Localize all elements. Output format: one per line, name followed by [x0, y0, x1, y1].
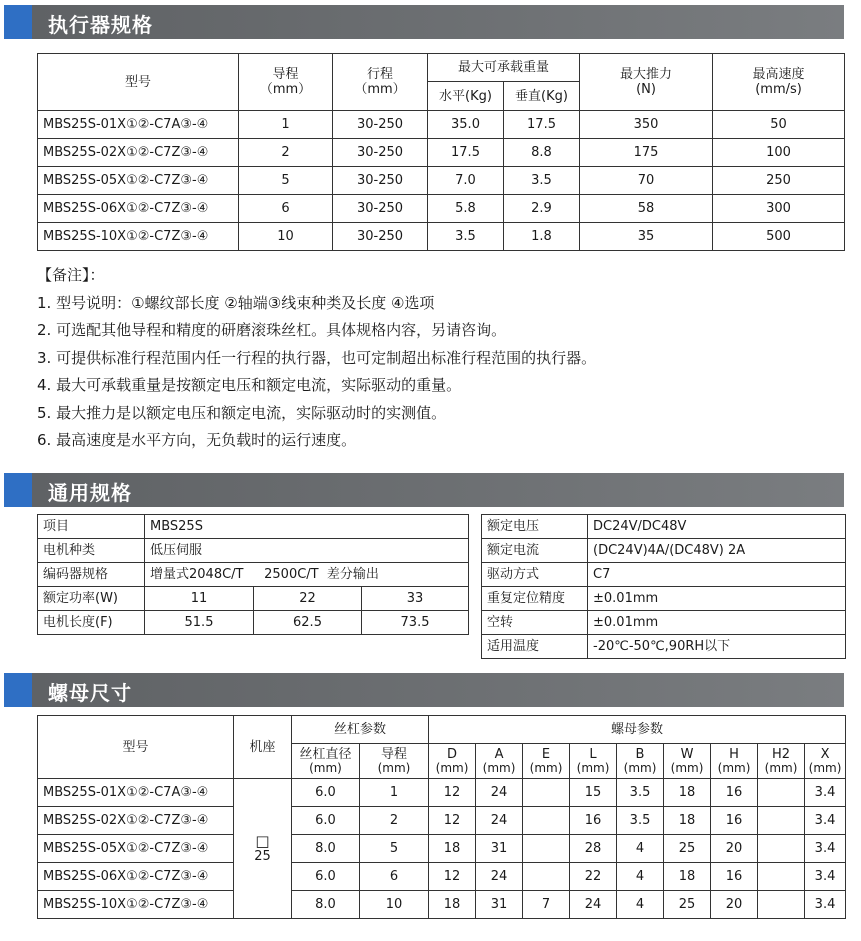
- cell-stroke: 30-250: [333, 111, 428, 139]
- cell-speed: 50: [713, 111, 845, 139]
- cell-label: 额定功率(W): [38, 587, 145, 611]
- cell-value: 低压伺服: [145, 539, 469, 563]
- table-row: [482, 539, 846, 563]
- table-row: [38, 223, 845, 251]
- header-vertical: 垂直(Kg): [504, 82, 580, 111]
- section-accent: [4, 673, 32, 707]
- table-row: [482, 611, 846, 635]
- cell-x: 3.4: [805, 863, 846, 891]
- note-item: 5. 最大推力是以额定电压和额定电流，实际驱动时的实测值。: [37, 403, 447, 422]
- header-speed: 最高速度 (mm/s): [713, 54, 845, 111]
- note-item: 1. 型号说明：①螺纹部长度 ②轴端③线束种类及长度 ④选项: [37, 293, 435, 312]
- cell-diameter: 6.0: [292, 807, 360, 835]
- cell-stroke: 30-250: [333, 139, 428, 167]
- cell-h2: [758, 891, 805, 919]
- cell-horizontal: 7.0: [428, 167, 504, 195]
- note-item: 3. 可提供标准行程范围内任一行程的执行器，也可定制超出标准行程范围的执行器。: [37, 348, 597, 367]
- header-col-b: B (mm): [617, 744, 664, 779]
- table-row: [38, 563, 469, 587]
- cell-label: 电机长度(F): [38, 611, 145, 635]
- cell-label: 适用温度: [482, 635, 588, 659]
- cell-a: 31: [476, 835, 523, 863]
- cell-lead: 2: [239, 139, 333, 167]
- cell-e: [523, 807, 570, 835]
- cell-value: MBS25S: [145, 515, 469, 539]
- header-nut-params: 螺母参数: [429, 716, 846, 744]
- cell-a: 24: [476, 807, 523, 835]
- header-model: 型号: [38, 716, 234, 779]
- table-row: [482, 635, 846, 659]
- cell-speed: 300: [713, 195, 845, 223]
- cell-x: 3.4: [805, 807, 846, 835]
- cell-value: (DC24V)4A/(DC48V) 2A: [588, 539, 846, 563]
- table-row: [38, 891, 846, 919]
- cell-a: 24: [476, 779, 523, 807]
- cell-vertical: 2.9: [504, 195, 580, 223]
- cell-thrust: 35: [580, 223, 713, 251]
- cell-speed: 500: [713, 223, 845, 251]
- header-model: 型号: [38, 54, 239, 111]
- cell-b: 3.5: [617, 807, 664, 835]
- cell-stroke: 30-250: [333, 195, 428, 223]
- section-accent: [4, 473, 32, 507]
- cell-w: 18: [664, 863, 711, 891]
- note-item: 4. 最大可承载重量是按额定电压和额定电流，实际驱动的重量。: [37, 376, 462, 394]
- cell-a: 24: [476, 863, 523, 891]
- section-accent: [4, 5, 32, 39]
- cell-h2: [758, 779, 805, 807]
- section-title-nut: 螺母尺寸: [48, 681, 132, 705]
- cell-vertical: 8.8: [504, 139, 580, 167]
- cell-label: 驱动方式: [482, 563, 588, 587]
- cell-x: 3.4: [805, 891, 846, 919]
- cell-b: 4: [617, 835, 664, 863]
- note-item: 6. 最高速度是水平方向，无负载时的运行速度。: [37, 431, 357, 449]
- header-lead: 导程 (mm): [360, 744, 429, 779]
- cell-diameter: 6.0: [292, 779, 360, 807]
- header-col-l: L (mm): [570, 744, 617, 779]
- cell-model: MBS25S-10X①②-C7Z③-④: [38, 891, 234, 919]
- cell-lead: 5: [239, 167, 333, 195]
- cell-value: -20℃-50℃,90RH以下: [588, 635, 846, 659]
- table-row: [38, 195, 845, 223]
- cell-x: 3.4: [805, 779, 846, 807]
- nut-dimension-table: [37, 715, 846, 919]
- cell-model: MBS25S-05X①②-C7Z③-④: [38, 835, 234, 863]
- general-spec-table-right: [481, 514, 846, 659]
- table-row: [482, 587, 846, 611]
- header-col-a: A (mm): [476, 744, 523, 779]
- cell-lead: 10: [239, 223, 333, 251]
- cell-thrust: 350: [580, 111, 713, 139]
- header-base: 机座: [234, 716, 292, 779]
- cell-lead: 10: [360, 891, 429, 919]
- header-col-h2: H2 (mm): [758, 744, 805, 779]
- table-row: [38, 835, 846, 863]
- note-item: 2. 可选配其他导程和精度的研磨滚珠丝杠。具体规格内容，另请咨询。: [37, 321, 507, 339]
- cell-value: 73.5: [362, 611, 469, 635]
- cell-speed: 100: [713, 139, 845, 167]
- cell-lead: 6: [239, 195, 333, 223]
- cell-vertical: 17.5: [504, 111, 580, 139]
- cell-label: 空转: [482, 611, 588, 635]
- cell-d: 18: [429, 835, 476, 863]
- cell-w: 18: [664, 779, 711, 807]
- cell-value: 62.5: [254, 611, 362, 635]
- cell-stroke: 30-250: [333, 223, 428, 251]
- cell-b: 4: [617, 863, 664, 891]
- cell-model: MBS25S-06X①②-C7Z③-④: [38, 863, 234, 891]
- header-screw-params: 丝杠参数: [292, 716, 429, 744]
- cell-horizontal: 3.5: [428, 223, 504, 251]
- cell-l: 28: [570, 835, 617, 863]
- cell-label: 额定电压: [482, 515, 588, 539]
- cell-d: 12: [429, 807, 476, 835]
- cell-lead: 5: [360, 835, 429, 863]
- cell-lead: 1: [239, 111, 333, 139]
- cell-e: [523, 835, 570, 863]
- cell-l: 22: [570, 863, 617, 891]
- cell-e: 7: [523, 891, 570, 919]
- cell-w: 18: [664, 807, 711, 835]
- cell-a: 31: [476, 891, 523, 919]
- section-header-spec: [4, 5, 844, 39]
- table-row: [38, 539, 469, 563]
- cell-horizontal: 5.8: [428, 195, 504, 223]
- cell-h: 16: [711, 779, 758, 807]
- cell-label: 重复定位精度: [482, 587, 588, 611]
- cell-w: 25: [664, 891, 711, 919]
- table-row: [38, 111, 845, 139]
- header-col-w: W (mm): [664, 744, 711, 779]
- cell-thrust: 58: [580, 195, 713, 223]
- cell-model: MBS25S-10X①②-C7Z③-④: [38, 223, 239, 251]
- table-row: [482, 515, 846, 539]
- cell-l: 15: [570, 779, 617, 807]
- cell-h: 20: [711, 891, 758, 919]
- section-title-general: 通用规格: [48, 481, 132, 505]
- table-row: [38, 779, 846, 807]
- table-row: [38, 611, 469, 635]
- table-row: [482, 563, 846, 587]
- header-horizontal: 水平(Kg): [428, 82, 504, 111]
- cell-model: MBS25S-01X①②-C7A③-④: [38, 111, 239, 139]
- cell-lead: 6: [360, 863, 429, 891]
- cell-value: ±0.01mm: [588, 611, 846, 635]
- cell-b: 4: [617, 891, 664, 919]
- cell-vertical: 1.8: [504, 223, 580, 251]
- cell-value: C7: [588, 563, 846, 587]
- cell-label: 编码器规格: [38, 563, 145, 587]
- header-stroke: 行程 （mm）: [333, 54, 428, 111]
- table-row: [38, 863, 846, 891]
- cell-l: 16: [570, 807, 617, 835]
- cell-w: 25: [664, 835, 711, 863]
- cell-label: 额定电流: [482, 539, 588, 563]
- header-col-e: E (mm): [523, 744, 570, 779]
- header-diameter: 丝杠直径 (mm): [292, 744, 360, 779]
- cell-model: MBS25S-05X①②-C7Z③-④: [38, 167, 239, 195]
- cell-b: 3.5: [617, 779, 664, 807]
- general-spec-table-left: [37, 514, 469, 635]
- header-lead: 导程 （mm）: [239, 54, 333, 111]
- cell-label: 项目: [38, 515, 145, 539]
- cell-thrust: 175: [580, 139, 713, 167]
- table-row: [38, 515, 469, 539]
- section-header-general: [4, 473, 844, 507]
- cell-l: 24: [570, 891, 617, 919]
- header-col-d: D (mm): [429, 744, 476, 779]
- cell-x: 3.4: [805, 835, 846, 863]
- table-row: [38, 807, 846, 835]
- cell-value: ±0.01mm: [588, 587, 846, 611]
- cell-label: 电机种类: [38, 539, 145, 563]
- cell-diameter: 8.0: [292, 835, 360, 863]
- cell-diameter: 8.0: [292, 891, 360, 919]
- cell-value: 33: [362, 587, 469, 611]
- cell-lead: 2: [360, 807, 429, 835]
- cell-value: 51.5: [145, 611, 254, 635]
- cell-model: MBS25S-06X①②-C7Z③-④: [38, 195, 239, 223]
- cell-value: 11: [145, 587, 254, 611]
- cell-horizontal: 17.5: [428, 139, 504, 167]
- cell-e: [523, 863, 570, 891]
- header-payload: 最大可承载重量: [428, 54, 580, 82]
- section-header-nut: [4, 673, 844, 707]
- cell-diameter: 6.0: [292, 863, 360, 891]
- header-col-x: X (mm): [805, 744, 846, 779]
- cell-value: 22: [254, 587, 362, 611]
- cell-model: MBS25S-02X①②-C7Z③-④: [38, 139, 239, 167]
- notes-block: [37, 262, 596, 455]
- cell-stroke: 30-250: [333, 167, 428, 195]
- cell-h2: [758, 835, 805, 863]
- actuator-spec-table: [37, 53, 845, 251]
- cell-d: 18: [429, 891, 476, 919]
- cell-base: □ 25: [234, 779, 292, 919]
- header-thrust: 最大推力 (N): [580, 54, 713, 111]
- cell-e: [523, 779, 570, 807]
- cell-h: 16: [711, 807, 758, 835]
- cell-vertical: 3.5: [504, 167, 580, 195]
- table-row: [38, 139, 845, 167]
- table-row: [38, 167, 845, 195]
- section-title-spec: 执行器规格: [48, 13, 153, 37]
- cell-value: 增量式2048C/T 2500C/T 差分输出: [145, 563, 469, 587]
- cell-model: MBS25S-02X①②-C7Z③-④: [38, 807, 234, 835]
- cell-d: 12: [429, 863, 476, 891]
- table-row: [38, 587, 469, 611]
- cell-lead: 1: [360, 779, 429, 807]
- cell-thrust: 70: [580, 167, 713, 195]
- cell-h: 20: [711, 835, 758, 863]
- header-col-h: H (mm): [711, 744, 758, 779]
- notes-heading: 【备注】：: [37, 266, 105, 284]
- cell-speed: 250: [713, 167, 845, 195]
- cell-h: 16: [711, 863, 758, 891]
- cell-value: DC24V/DC48V: [588, 515, 846, 539]
- cell-h2: [758, 863, 805, 891]
- cell-h2: [758, 807, 805, 835]
- cell-horizontal: 35.0: [428, 111, 504, 139]
- cell-d: 12: [429, 779, 476, 807]
- cell-model: MBS25S-01X①②-C7A③-④: [38, 779, 234, 807]
